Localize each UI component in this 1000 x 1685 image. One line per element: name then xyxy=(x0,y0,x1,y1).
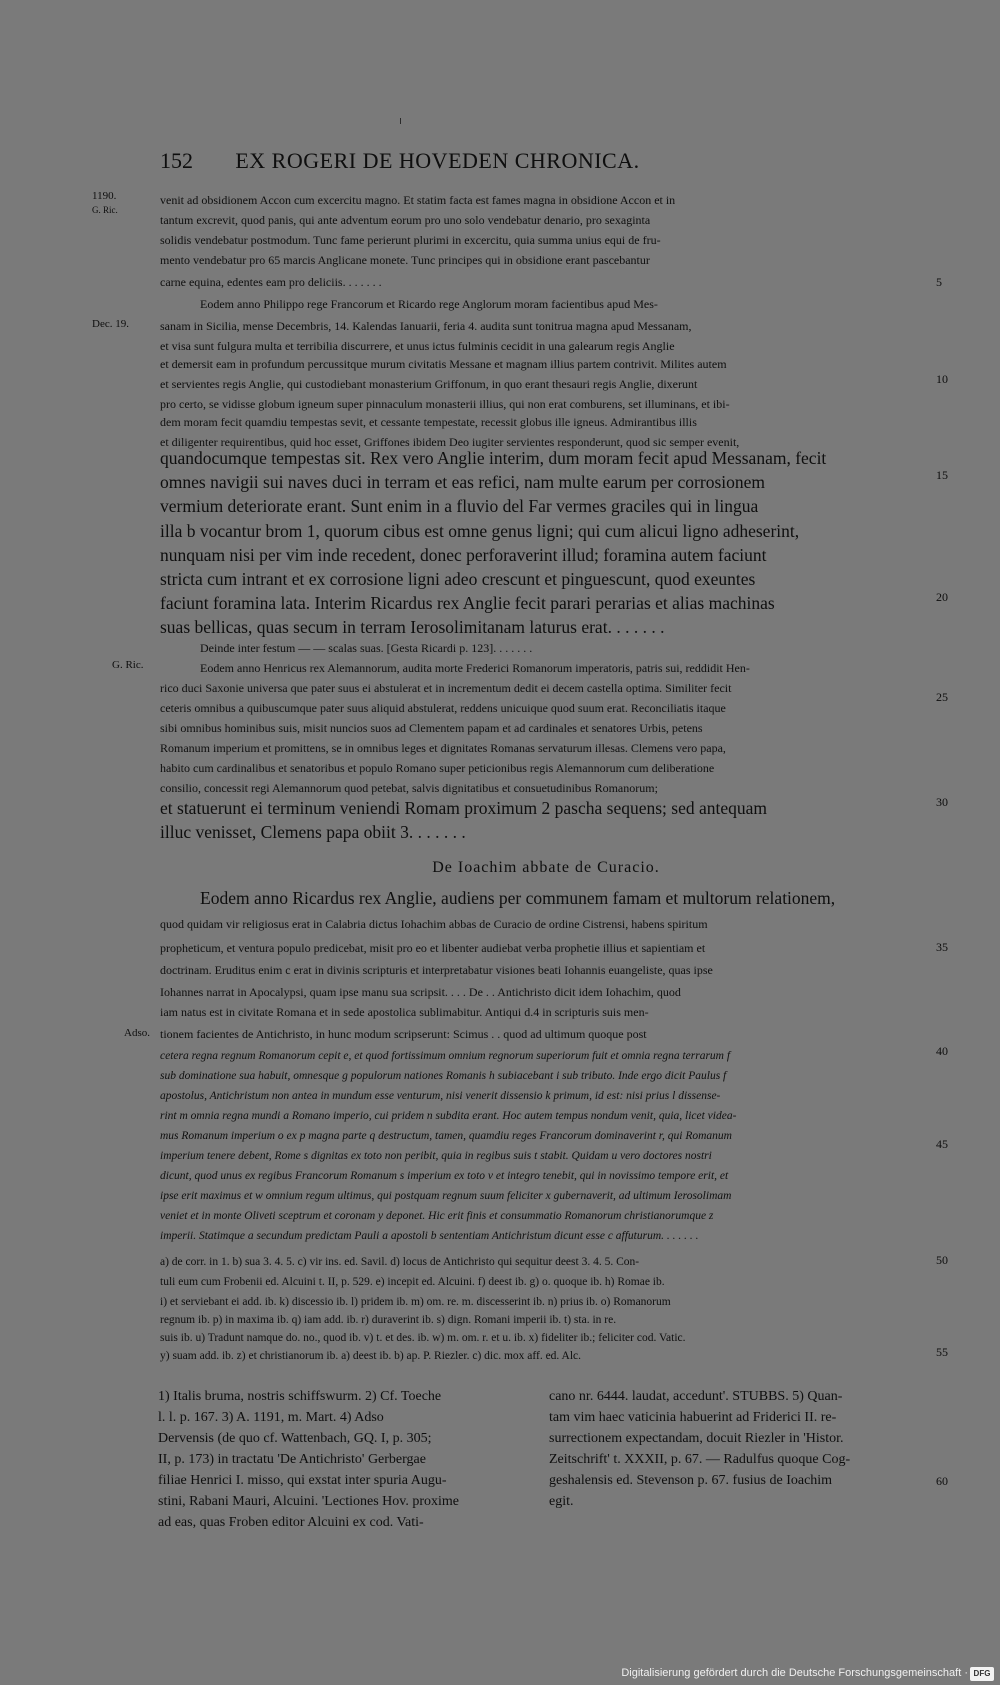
text-line: imperii. Statimque a secundum predictam Pauli a apostoli b sententiam Antichristum dicunt esse c affuturum. . . . . . . xyxy=(160,1230,699,1242)
section-heading: De Ioachim abbate de Curacio. xyxy=(432,859,660,876)
apparatus-line: y) suam add. ib. z) et christianorum ib. a) deest ib. b) ap. P. Riezler. c) dic. mox aff. ed. Alc. xyxy=(160,1350,582,1362)
text-line: Deinde inter festum — — scalas suas. [Gesta Ricardi p. 123]. . . . . . . xyxy=(200,641,533,655)
text-line: sanam in Sicilia, mense Decembris, 14. Kalendas Ianuarii, feria 4. audita sunt tonitrua magna apud Messanam, xyxy=(160,319,692,333)
text-line: iam natus est in civitate Romana et in sede apostolica sublimabitur. Antiqui d.4 in scripturis suis men- xyxy=(160,1005,649,1019)
footnote-line: II, p. 173) in tractatu 'De Antichristo' Gerbergae xyxy=(158,1452,426,1467)
text-line: et servientes regis Anglie, qui custodiebant monasterium Griffonum, in quo erant thesauri regis Anglie, dixerunt xyxy=(160,377,698,391)
line-number: 35 xyxy=(936,940,948,954)
text-line: Eodem anno Ricardus rex Anglie, audiens per communem famam et multorum relationem, xyxy=(200,888,836,908)
footnote-line: 1) Italis bruma, nostris schiffswurm. 2) Cf. Toeche xyxy=(158,1389,442,1404)
text-line: dem moram fecit quamdiu tempestas sevit, et cessante tempestate, recessit globus ille igneus. Admirantibus illis xyxy=(160,415,697,429)
text-line: omnes navigii sui naves duci in terram et eas refici, nam multe earum per corrosionem xyxy=(160,472,766,492)
text-line: pro certo, se vidisse globum igneum super pinnaculum monasterii illius, qui non erat comburens, set illuminans, et ibi- xyxy=(160,397,730,411)
apparatus-line: tuli eum cum Frobenii ed. Alcuini t. II, p. 529. e) incepit ed. Alcuini. f) deest ib. g) o. quoque ib. h) Romae ib. xyxy=(160,1276,665,1288)
page-header xyxy=(150,148,725,178)
text-line: Romanum imperium et promittens, se in omnibus leges et dignitates Romanas servaturum illesas. Clemens vero papa, xyxy=(160,741,726,755)
text-line: stricta cum intrant et ex corrosione ligni adeo crescunt et pinguescunt, quod exeuntes xyxy=(160,569,756,589)
line-number: 50 xyxy=(936,1253,948,1267)
text-line: rint m omnia regna mundi a Romano imperio, cui pridem n subdita erant. Hoc autem tempus nondum venit, quia, licet videa- xyxy=(160,1110,737,1122)
page-number: 152 xyxy=(160,148,193,173)
footnote-line: geshalensis ed. Stevenson p. 67. fusius de Ioachim xyxy=(549,1473,833,1488)
dfg-logo: DFG xyxy=(970,1667,994,1681)
text-line: dicunt, quod unus ex regibus Francorum Romanum s imperium ex toto v et integro tenebit, qui in novissimo tempore erit, et xyxy=(160,1170,729,1182)
text-line: doctrinam. Eruditus enim c erat in divinis scripturis et interpretabatur visiones beati Iohannis euangeliste, quas ipse xyxy=(160,963,713,977)
text-line: rico duci Saxonie universa que pater suus ei abstulerat et in incrementum dedit ei decem castella optima. Similiter fecit xyxy=(160,681,732,695)
margin-source: G. Ric. xyxy=(92,205,118,215)
text-line: propheticum, et ventura populo predicebat, misit pro eo et libenter audiebat verba prophetie illius et sapientiam et xyxy=(160,941,706,955)
apparatus-line: suis ib. u) Tradunt namque do. no., quod ib. v) t. et des. ib. w) m. om. r. et u. ib. x) fideliter ib.; feliciter cod. Vatic. xyxy=(160,1332,686,1344)
text-line: sub dominatione sua habuit, omnesque g populorum nationes Romanis h subiacebant i sub tributo. Inde ergo dicit Paulus f xyxy=(160,1070,727,1082)
text-line: carne equina, edentes eam pro deliciis. . . . . . . xyxy=(160,275,382,289)
text-line: suas bellicas, quas secum in terram Ierosolimitanam laturus erat. . . . . . . xyxy=(160,617,665,637)
text-line: vermium deteriorate erant. Sunt enim in a fluvio del Far vermes graciles qui in lingua xyxy=(160,496,759,516)
footnotes-left xyxy=(158,1386,543,1533)
text-line: ceteris omnibus a quibuscumque pater suus aliquid abstulerat, reddens unicuique quod suum erat. Reconciliatis itaque xyxy=(160,701,726,715)
text-line: mus Romanum imperium o ex p magna parte q destructum, tamen, quamdiu reges Francorum dominaverint r, qui Romanum xyxy=(160,1130,732,1142)
apparatus-line: a) de corr. in 1. b) sua 3. 4. 5. c) vir ins. ed. Savil. d) locus de Antichristo qui sequitur deest 3. 4. 5. Con- xyxy=(160,1256,640,1268)
text-line: illuc venisset, Clemens papa obiit 3. . . . . . . xyxy=(160,822,466,842)
text-line: Eodem anno Philippo rege Francorum et Ricardo rege Anglorum moram facientibus apud Mes- xyxy=(200,297,658,311)
text-line: mento vendebatur pro 65 marcis Anglicane monete. Tunc principes qui in obsidione erant pascebantur xyxy=(160,253,650,267)
text-line: et statuerunt ei terminum veniendi Romam proximum 2 pascha sequens; sed antequam xyxy=(160,798,768,818)
text-line: nunquam nisi per vim inde recedent, donec perforaverint illud; foramina autem faciunt xyxy=(160,545,767,565)
page-title: EX ROGERI DE HOVEDEN CHRONICA. xyxy=(235,148,640,173)
apparatus-line: regnum ib. p) in maxima ib. q) iam add. ib. r) duraverint ib. s) dign. Romani imperii ib. t) sta. in re. xyxy=(160,1314,617,1326)
text-line: solidis vendebatur postmodum. Tunc fame perierunt plurimi in excercitu, quia summa unius equi de fru- xyxy=(160,233,661,247)
text-line: consilio, concessit regi Alemannorum quod petebat, salvis dignitatibus et consuetudinibus Romanorum; xyxy=(160,781,658,795)
line-number: 55 xyxy=(936,1345,948,1359)
margin-source: Adso. xyxy=(124,1027,150,1039)
text-line: illa b vocantur brom 1, quorum cibus est omne genus ligni; qui cum alicui ligno adheserint, xyxy=(160,521,800,541)
footnote-line: Zeitschrift' t. XXXII, p. 67. — Radulfus quoque Cog- xyxy=(549,1452,851,1467)
footnote-line: cano nr. 6444. laudat, accedunt'. STUBBS. 5) Quan- xyxy=(549,1389,843,1404)
text-line: veniet et in monte Oliveti sceptrum et coronam y deponet. Hic erit finis et consummatio Romanorum christianorumque z xyxy=(160,1210,714,1222)
footnote-line: ad eas, quas Froben editor Alcuini ex cod. Vati- xyxy=(158,1515,424,1530)
funding-notice: Digitalisierung gefördert durch die Deutsche Forschungsgemeinschaft · xyxy=(621,1667,968,1679)
text-line: quod quidam vir religiosus erat in Calabria dictus Iohachim abbas de Curacio de ordine Cistrensi, habens spiritum xyxy=(160,917,708,931)
line-number: 60 xyxy=(936,1474,948,1488)
footnote-line: stini, Rabani Mauri, Alcuini. 'Lectiones Hov. proxime xyxy=(158,1494,460,1509)
margin-year: 1190. xyxy=(92,190,117,202)
text-line: et diligenter requirentibus, quid hoc esset, Griffones ibidem Deo iugiter servientes responderunt, quod sic semper evenit, xyxy=(160,435,740,449)
text-line: habito cum cardinalibus et senatoribus et populo Romano super peticionibus regis Alemannorum cum deliberatione xyxy=(160,761,715,775)
text-line: sibi omnibus hominibus suis, misit nuncios suos ad Clementem papam et ad cardinales et senatores Urbis, petens xyxy=(160,721,703,735)
line-number: 10 xyxy=(936,372,948,386)
text-line: faciunt foramina lata. Interim Ricardus rex Anglie fecit parari perarias et alias machinas xyxy=(160,593,775,613)
footnote-line: Dervensis (de quo cf. Wattenbach, GQ. I, p. 305; xyxy=(158,1431,432,1446)
text-line: imperium tenere debent, Rome s dignitas ex toto non peribit, quia in regibus suis t stabit. Quidam u vero doctores nostri xyxy=(160,1150,712,1162)
margin-date: Dec. 19. xyxy=(92,318,129,330)
line-number: 5 xyxy=(936,275,942,289)
text-line: tantum excrevit, quod panis, qui ante adventum eorum pro uno solo vendebatur denario, pro sexaginta xyxy=(160,213,651,227)
footnote-line: l. l. p. 167. 3) A. 1191, m. Mart. 4) Adso xyxy=(158,1410,384,1425)
line-number: 40 xyxy=(936,1044,948,1058)
footnote-line: filiae Henrici I. misso, qui exstat inter spuria Augu- xyxy=(158,1473,447,1488)
text-line: tionem facientes de Antichristo, in hunc modum scripserunt: Scimus . . quod ad ultimum quoque post xyxy=(160,1027,647,1041)
text-line: et visa sunt fulgura multa et terribilia discurrere, et unus ictus fulminis cecidit in una galearum regis Anglie xyxy=(160,339,675,353)
text-line: venit ad obsidionem Accon cum excercitu magno. Et statim facta est fames magna in obsidione Accon et in xyxy=(160,193,676,207)
text-line: Iohannes narrat in Apocalypsi, quam ipse manu sua scripsit. . . . De . . Antichristo dicit idem Iohachim, quod xyxy=(160,985,681,999)
apparatus-line: i) et serviebant ei add. ib. k) discessio ib. l) pridem ib. m) om. re. m. discesserint ib. n) prius ib. o) Romanorum xyxy=(160,1296,671,1308)
footnotes-right xyxy=(549,1386,934,1512)
line-number: 25 xyxy=(936,690,948,704)
footnote-line: egit. xyxy=(549,1494,574,1509)
scan-mark xyxy=(400,118,401,124)
footnote-line: surrectionem expectandam, docuit Riezler in 'Histor. xyxy=(549,1431,844,1446)
text-line: quandocumque tempestas sit. Rex vero Anglie interim, dum moram fecit apud Messanam, fecit xyxy=(160,448,827,468)
footer-bar xyxy=(0,1663,1000,1685)
footnote-line: tam vim haec vaticinia habuerint ad Friderici II. re- xyxy=(549,1410,837,1425)
text-line: ipse erit maximus et w omnium regum ultimus, qui postquam regnum suum feliciter x gubernaverit, ad ultimum Ierosolimam xyxy=(160,1190,732,1202)
margin-source: G. Ric. xyxy=(112,659,144,671)
text-line: et demersit eam in profundum percussitque murum civitatis Messane et magnam illius partem contrivit. Milites autem xyxy=(160,357,727,371)
text-line: cetera regna regnum Romanorum cepit e, et quod fortissimum omnium regnorum superiorum fuit et omnia regna terrarum f xyxy=(160,1050,731,1062)
line-number: 30 xyxy=(936,795,948,809)
text-line: Eodem anno Henricus rex Alemannorum, audita morte Frederici Romanorum imperatoris, patris sui, reddidit Hen- xyxy=(200,661,750,675)
line-number: 20 xyxy=(936,590,948,604)
line-number: 15 xyxy=(936,468,948,482)
text-line: apostolus, Antichristum non antea in mundum esse venturum, nisi venerit dissensio k primum, id est: nisi prius l dissense- xyxy=(160,1090,721,1102)
line-number: 45 xyxy=(936,1137,948,1151)
